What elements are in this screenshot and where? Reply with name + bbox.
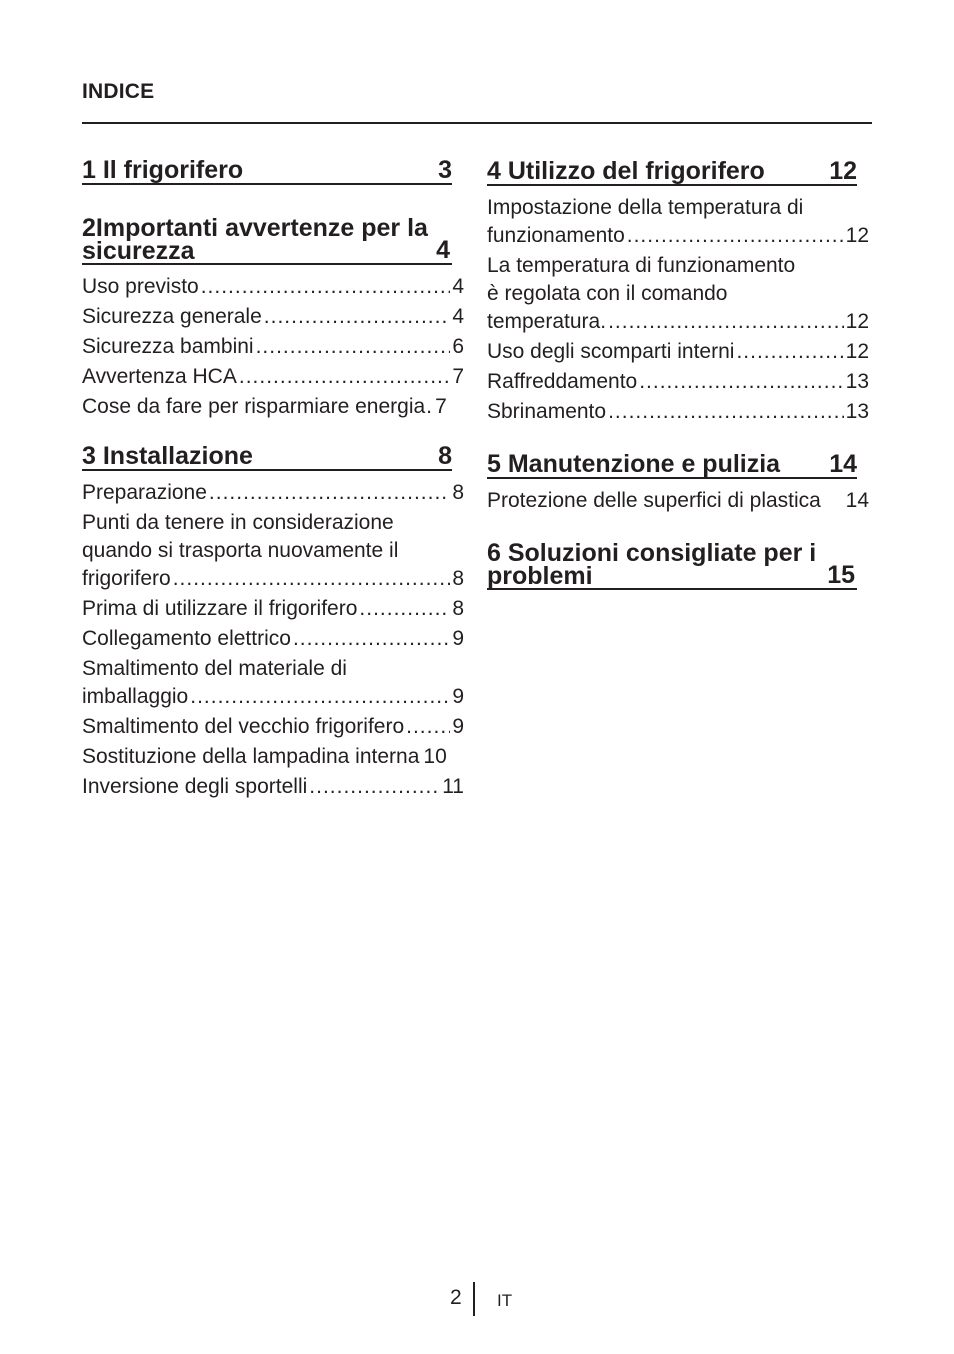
- entry-list: [487, 193, 872, 427]
- section-page: 15: [827, 561, 855, 589]
- entry-page: 14: [845, 489, 869, 512]
- section-title: 1 Il frigorifero: [82, 156, 244, 184]
- language-code: IT: [497, 1291, 513, 1310]
- page-number: 2: [450, 1286, 462, 1309]
- entry-page: 4: [452, 305, 464, 328]
- toc-entry[interactable]: [82, 594, 464, 624]
- section-page: 8: [438, 442, 452, 470]
- entry-text-line: La temperatura di funzionamento: [487, 254, 796, 277]
- entry-page: 11: [442, 775, 464, 798]
- toc-section-6: [487, 539, 872, 590]
- toc-entry[interactable]: [82, 508, 464, 594]
- toc-entry[interactable]: [82, 772, 464, 802]
- entry-text: Inversione degli sportelli: [82, 775, 308, 798]
- entry-text: Sicurezza bambini: [82, 335, 254, 358]
- entry-page: 4: [452, 275, 464, 298]
- entry-page: 7: [435, 395, 447, 418]
- entry-text: Uso degli scomparti interni: [487, 340, 735, 363]
- entry-text: Raffreddamento: [487, 370, 638, 393]
- dot-leader: [264, 303, 451, 331]
- entry-text-line: quando si trasporta nuovamente il: [82, 539, 399, 562]
- section-page: 12: [829, 157, 857, 185]
- entry-page: 9: [452, 685, 464, 708]
- entry-text: Sostituzione della lampadina interna: [82, 745, 420, 768]
- entry-text: Prima di utilizzare il frigorifero: [82, 597, 358, 620]
- entry-text: temperatura.: [487, 310, 607, 333]
- toc-entry[interactable]: [82, 624, 464, 654]
- entry-page: 8: [452, 567, 464, 590]
- section-title-line2: problemi: [487, 562, 593, 590]
- entry-page: 10: [423, 745, 447, 768]
- toc-entry[interactable]: [82, 478, 464, 508]
- dot-leader: [293, 625, 450, 653]
- section-heading[interactable]: [82, 444, 452, 471]
- entry-page: 7: [452, 365, 464, 388]
- toc-entry[interactable]: [82, 302, 464, 332]
- entry-text: Preparazione: [82, 481, 207, 504]
- section-page: 4: [436, 236, 450, 264]
- entry-text-line: è regolata con il comando: [487, 282, 728, 305]
- dot-leader: [608, 308, 844, 336]
- toc-entry[interactable]: [82, 654, 464, 712]
- entry-page: 13: [845, 370, 869, 393]
- entry-text-line: Impostazione della temperatura di: [487, 196, 804, 219]
- entry-page: 6: [452, 335, 464, 358]
- section-title: 5 Manutenzione e pulizia: [487, 450, 781, 478]
- entry-page: 8: [452, 481, 464, 504]
- section-page: 3: [438, 156, 452, 184]
- dot-leader: [256, 333, 451, 361]
- toc-left-column: [82, 155, 467, 802]
- dot-leader: [309, 773, 440, 801]
- toc-entry[interactable]: [487, 337, 869, 367]
- section-heading[interactable]: [487, 452, 857, 479]
- section-heading[interactable]: [487, 539, 857, 590]
- toc-right-column: [487, 159, 872, 597]
- toc-entry[interactable]: [487, 193, 869, 251]
- entry-text: Uso previsto: [82, 275, 199, 298]
- dot-leader: [406, 713, 450, 741]
- section-title-line1: 2Importanti avvertenze per la: [82, 214, 428, 242]
- dot-leader: [173, 565, 451, 593]
- dot-leader: [239, 363, 450, 391]
- entry-page: 8: [452, 597, 464, 620]
- entry-page: 12: [845, 310, 869, 333]
- entry-text-line: Smaltimento del materiale di: [82, 657, 347, 680]
- toc-entry[interactable]: [82, 392, 464, 422]
- toc-entry[interactable]: [82, 712, 464, 742]
- section-title: 3 Installazione: [82, 442, 253, 470]
- section-title-line1: 6 Soluzioni consigliate per i: [487, 539, 817, 567]
- footer-divider: [473, 1282, 475, 1316]
- toc-entry[interactable]: [82, 362, 464, 392]
- toc-entry[interactable]: [487, 397, 869, 427]
- entry-text: imballaggio: [82, 685, 189, 708]
- entry-page: 9: [452, 627, 464, 650]
- toc-section-2: [82, 214, 467, 422]
- entry-page: 12: [845, 340, 869, 363]
- section-heading[interactable]: [82, 155, 452, 185]
- entry-page: 12: [845, 224, 869, 247]
- toc-entry[interactable]: [487, 251, 869, 337]
- entry-list: [82, 272, 467, 422]
- entry-text: Collegamento elettrico: [82, 627, 291, 650]
- page-title: INDICE: [82, 80, 155, 103]
- entry-text: Sbrinamento: [487, 400, 607, 423]
- section-page: 14: [829, 450, 857, 478]
- entry-page: 13: [845, 400, 869, 423]
- dot-leader: [608, 398, 844, 426]
- toc-entry[interactable]: [487, 367, 869, 397]
- entry-text-line: Punti da tenere in considerazione: [82, 511, 394, 534]
- dot-leader: [639, 368, 843, 396]
- section-title-line2: sicurezza: [82, 237, 195, 265]
- entry-text: Smaltimento del vecchio frigorifero: [82, 715, 405, 738]
- entry-text: Avvertenza HCA: [82, 365, 237, 388]
- dot-leader: [201, 273, 451, 301]
- toc-section-4: [487, 159, 872, 427]
- dot-leader: [736, 338, 843, 366]
- entry-page: 9: [452, 715, 464, 738]
- toc-section-5: [487, 452, 872, 516]
- toc-section-1: [82, 155, 467, 185]
- entry-text: frigorifero: [82, 567, 171, 590]
- toc-section-3: [82, 444, 467, 802]
- entry-text: Cose da fare per risparmiare energia: [82, 395, 426, 418]
- toc-entry[interactable]: [487, 486, 869, 516]
- toc-entry[interactable]: [82, 332, 464, 362]
- entry-text: Protezione delle superfici di plastica: [487, 489, 821, 512]
- dot-leader: [359, 595, 450, 623]
- dot-leader: [190, 683, 450, 711]
- section-title: 4 Utilizzo del frigorifero: [487, 157, 765, 185]
- section-heading[interactable]: [82, 214, 452, 265]
- entry-text: funzionamento: [487, 224, 625, 247]
- entry-text: Sicurezza generale: [82, 305, 262, 328]
- toc-entry[interactable]: [82, 272, 464, 302]
- entry-list: [82, 478, 467, 802]
- dot-leader: [426, 393, 434, 421]
- header-rule: [82, 122, 872, 124]
- dot-leader: [627, 222, 844, 250]
- entry-list: [487, 486, 872, 516]
- section-heading[interactable]: [487, 159, 857, 186]
- dot-leader: [209, 479, 450, 507]
- toc-entry[interactable]: [82, 742, 464, 772]
